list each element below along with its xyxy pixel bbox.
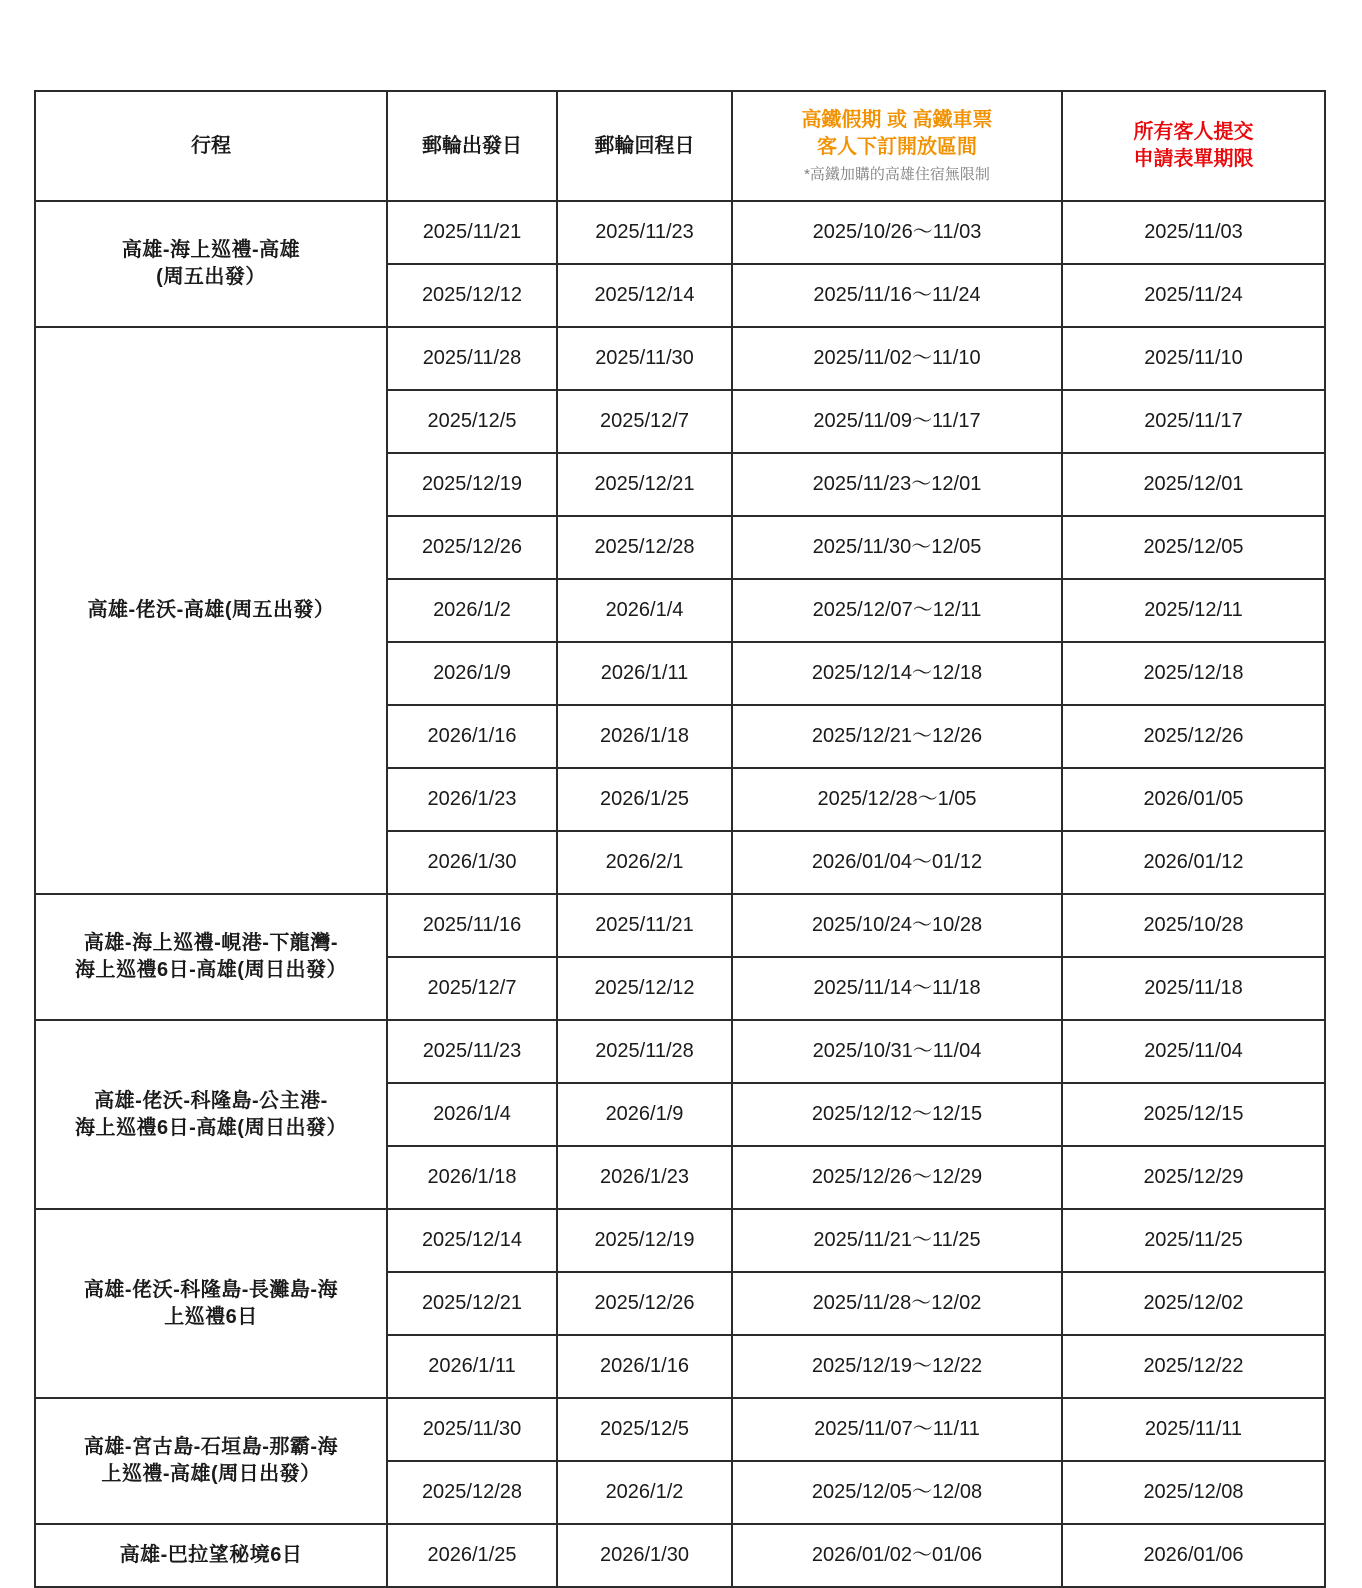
- column-header-deadline: [1062, 91, 1325, 201]
- booking-window-note: *高鐵加購的高雄住宿無限制: [804, 165, 990, 183]
- booking-window-cell: 2025/12/05～12/08: [732, 1461, 1062, 1524]
- departure-date-cell: 2026/1/23: [387, 768, 557, 831]
- return-date-cell: 2025/12/14: [557, 264, 732, 327]
- table-row: [35, 1020, 1325, 1083]
- return-date-cell: 2026/1/25: [557, 768, 732, 831]
- booking-window-cell: 2025/11/23～12/01: [732, 453, 1062, 516]
- deadline-cell: 2025/11/03: [1062, 201, 1325, 264]
- return-date-cell: 2025/11/30: [557, 327, 732, 390]
- departure-date-cell: 2025/12/21: [387, 1272, 557, 1335]
- booking-window-cell: 2025/10/24～10/28: [732, 894, 1062, 957]
- deadline-cell: 2025/11/17: [1062, 390, 1325, 453]
- return-date-cell: 2026/1/9: [557, 1083, 732, 1146]
- table-row: [35, 1398, 1325, 1461]
- return-date-cell: 2026/2/1: [557, 831, 732, 894]
- booking-window-cell: 2025/12/12～12/15: [732, 1083, 1062, 1146]
- booking-window-cell: 2025/11/30～12/05: [732, 516, 1062, 579]
- booking-window-cell: 2025/10/31～11/04: [732, 1020, 1062, 1083]
- return-date-cell: 2026/1/16: [557, 1335, 732, 1398]
- table-row: [35, 327, 1325, 390]
- departure-date-cell: 2025/12/12: [387, 264, 557, 327]
- route-cell: 高雄-宮古島-石垣島-那霸-海 上巡禮-高雄(周日出發）: [35, 1398, 387, 1524]
- return-date-cell: 2026/1/18: [557, 705, 732, 768]
- deadline-line2: 申請表單期限: [1133, 148, 1254, 170]
- booking-window-cell: 2025/12/07～12/11: [732, 579, 1062, 642]
- return-date-cell: 2025/12/19: [557, 1209, 732, 1272]
- route-cell: 高雄-巴拉望秘境6日: [35, 1524, 387, 1587]
- deadline-cell: 2025/11/10: [1062, 327, 1325, 390]
- booking-window-cell: 2026/01/02～01/06: [732, 1524, 1062, 1587]
- departure-date-cell: 2025/11/16: [387, 894, 557, 957]
- departure-date-cell: 2025/12/26: [387, 516, 557, 579]
- column-header-return: 郵輪回程日: [557, 91, 732, 201]
- return-date-cell: 2025/12/5: [557, 1398, 732, 1461]
- booking-window-cell: 2025/11/16～11/24: [732, 264, 1062, 327]
- deadline-cell: 2025/12/29: [1062, 1146, 1325, 1209]
- booking-window-line1: 高鐵假期 或 高鐵車票: [801, 108, 993, 131]
- table-row: [35, 894, 1325, 957]
- departure-date-cell: 2026/1/18: [387, 1146, 557, 1209]
- deadline-cell: 2025/11/11: [1062, 1398, 1325, 1461]
- table-row: [35, 1524, 1325, 1587]
- route-cell: 高雄-佬沃-高雄(周五出發）: [35, 327, 387, 894]
- booking-window-cell: 2025/11/28～12/02: [732, 1272, 1062, 1335]
- column-header-departure: 郵輪出發日: [387, 91, 557, 201]
- deadline-cell: 2025/12/02: [1062, 1272, 1325, 1335]
- deadline-cell: 2025/12/18: [1062, 642, 1325, 705]
- route-cell: 高雄-佬沃-科隆島-公主港- 海上巡禮6日-高雄(周日出發）: [35, 1020, 387, 1209]
- return-date-cell: 2025/12/26: [557, 1272, 732, 1335]
- deadline-cell: 2025/11/24: [1062, 264, 1325, 327]
- deadline-cell: 2025/11/18: [1062, 957, 1325, 1020]
- deadline-cell: 2025/12/15: [1062, 1083, 1325, 1146]
- deadline-cell: 2025/12/08: [1062, 1461, 1325, 1524]
- deadline-cell: 2026/01/06: [1062, 1524, 1325, 1587]
- departure-date-cell: 2026/1/11: [387, 1335, 557, 1398]
- deadline-cell: 2025/10/28: [1062, 894, 1325, 957]
- deadline-cell: 2025/11/04: [1062, 1020, 1325, 1083]
- deadline-cell: 2025/11/25: [1062, 1209, 1325, 1272]
- return-date-cell: 2026/1/30: [557, 1524, 732, 1587]
- cruise-schedule-table: [34, 90, 1326, 1588]
- route-cell: 高雄-海上巡禮-峴港-下龍灣- 海上巡禮6日-高雄(周日出發）: [35, 894, 387, 1020]
- deadline-cell: 2025/12/26: [1062, 705, 1325, 768]
- deadline-cell: 2025/12/01: [1062, 453, 1325, 516]
- return-date-cell: 2025/12/21: [557, 453, 732, 516]
- return-date-cell: 2025/11/28: [557, 1020, 732, 1083]
- booking-window-line2: 客人下訂開放區間: [817, 135, 977, 158]
- departure-date-cell: 2025/12/14: [387, 1209, 557, 1272]
- deadline-line1: 所有客人提交: [1133, 121, 1254, 143]
- departure-date-cell: 2026/1/30: [387, 831, 557, 894]
- return-date-cell: 2026/1/23: [557, 1146, 732, 1209]
- booking-window-cell: 2025/12/21～12/26: [732, 705, 1062, 768]
- departure-date-cell: 2025/12/28: [387, 1461, 557, 1524]
- return-date-cell: 2026/1/11: [557, 642, 732, 705]
- departure-date-cell: 2025/11/30: [387, 1398, 557, 1461]
- deadline-cell: 2026/01/05: [1062, 768, 1325, 831]
- booking-window-cell: 2025/12/14～12/18: [732, 642, 1062, 705]
- departure-date-cell: 2025/12/5: [387, 390, 557, 453]
- deadline-cell: 2025/12/05: [1062, 516, 1325, 579]
- booking-window-cell: 2025/11/02～11/10: [732, 327, 1062, 390]
- booking-window-cell: 2025/11/14～11/18: [732, 957, 1062, 1020]
- departure-date-cell: 2026/1/9: [387, 642, 557, 705]
- table-header: [35, 91, 1325, 201]
- booking-window-cell: 2026/01/04～01/12: [732, 831, 1062, 894]
- departure-date-cell: 2026/1/16: [387, 705, 557, 768]
- return-date-cell: 2025/11/23: [557, 201, 732, 264]
- departure-date-cell: 2025/11/21: [387, 201, 557, 264]
- departure-date-cell: 2025/11/28: [387, 327, 557, 390]
- booking-window-cell: 2025/12/19～12/22: [732, 1335, 1062, 1398]
- booking-window-cell: 2025/11/07～11/11: [732, 1398, 1062, 1461]
- return-date-cell: 2025/12/7: [557, 390, 732, 453]
- return-date-cell: 2025/12/12: [557, 957, 732, 1020]
- departure-date-cell: 2026/1/25: [387, 1524, 557, 1587]
- column-header-route: 行程: [35, 91, 387, 201]
- departure-date-cell: 2025/11/23: [387, 1020, 557, 1083]
- route-cell: 高雄-佬沃-科隆島-長灘島-海 上巡禮6日: [35, 1209, 387, 1398]
- deadline-cell: 2025/12/22: [1062, 1335, 1325, 1398]
- booking-window-cell: 2025/11/21～11/25: [732, 1209, 1062, 1272]
- column-header-booking-window: [732, 91, 1062, 201]
- table-body: [35, 201, 1325, 1587]
- booking-window-cell: 2025/11/09～11/17: [732, 390, 1062, 453]
- departure-date-cell: 2026/1/4: [387, 1083, 557, 1146]
- route-cell: 高雄-海上巡禮-高雄 (周五出發）: [35, 201, 387, 327]
- departure-date-cell: 2025/12/19: [387, 453, 557, 516]
- departure-date-cell: 2026/1/2: [387, 579, 557, 642]
- deadline-cell: 2025/12/11: [1062, 579, 1325, 642]
- header-row: [35, 91, 1325, 201]
- return-date-cell: 2026/1/2: [557, 1461, 732, 1524]
- booking-window-cell: 2025/12/26～12/29: [732, 1146, 1062, 1209]
- booking-window-cell: 2025/12/28～1/05: [732, 768, 1062, 831]
- deadline-cell: 2026/01/12: [1062, 831, 1325, 894]
- table-row: [35, 201, 1325, 264]
- return-date-cell: 2025/12/28: [557, 516, 732, 579]
- departure-date-cell: 2025/12/7: [387, 957, 557, 1020]
- return-date-cell: 2025/11/21: [557, 894, 732, 957]
- return-date-cell: 2026/1/4: [557, 579, 732, 642]
- booking-window-cell: 2025/10/26～11/03: [732, 201, 1062, 264]
- table-row: [35, 1209, 1325, 1272]
